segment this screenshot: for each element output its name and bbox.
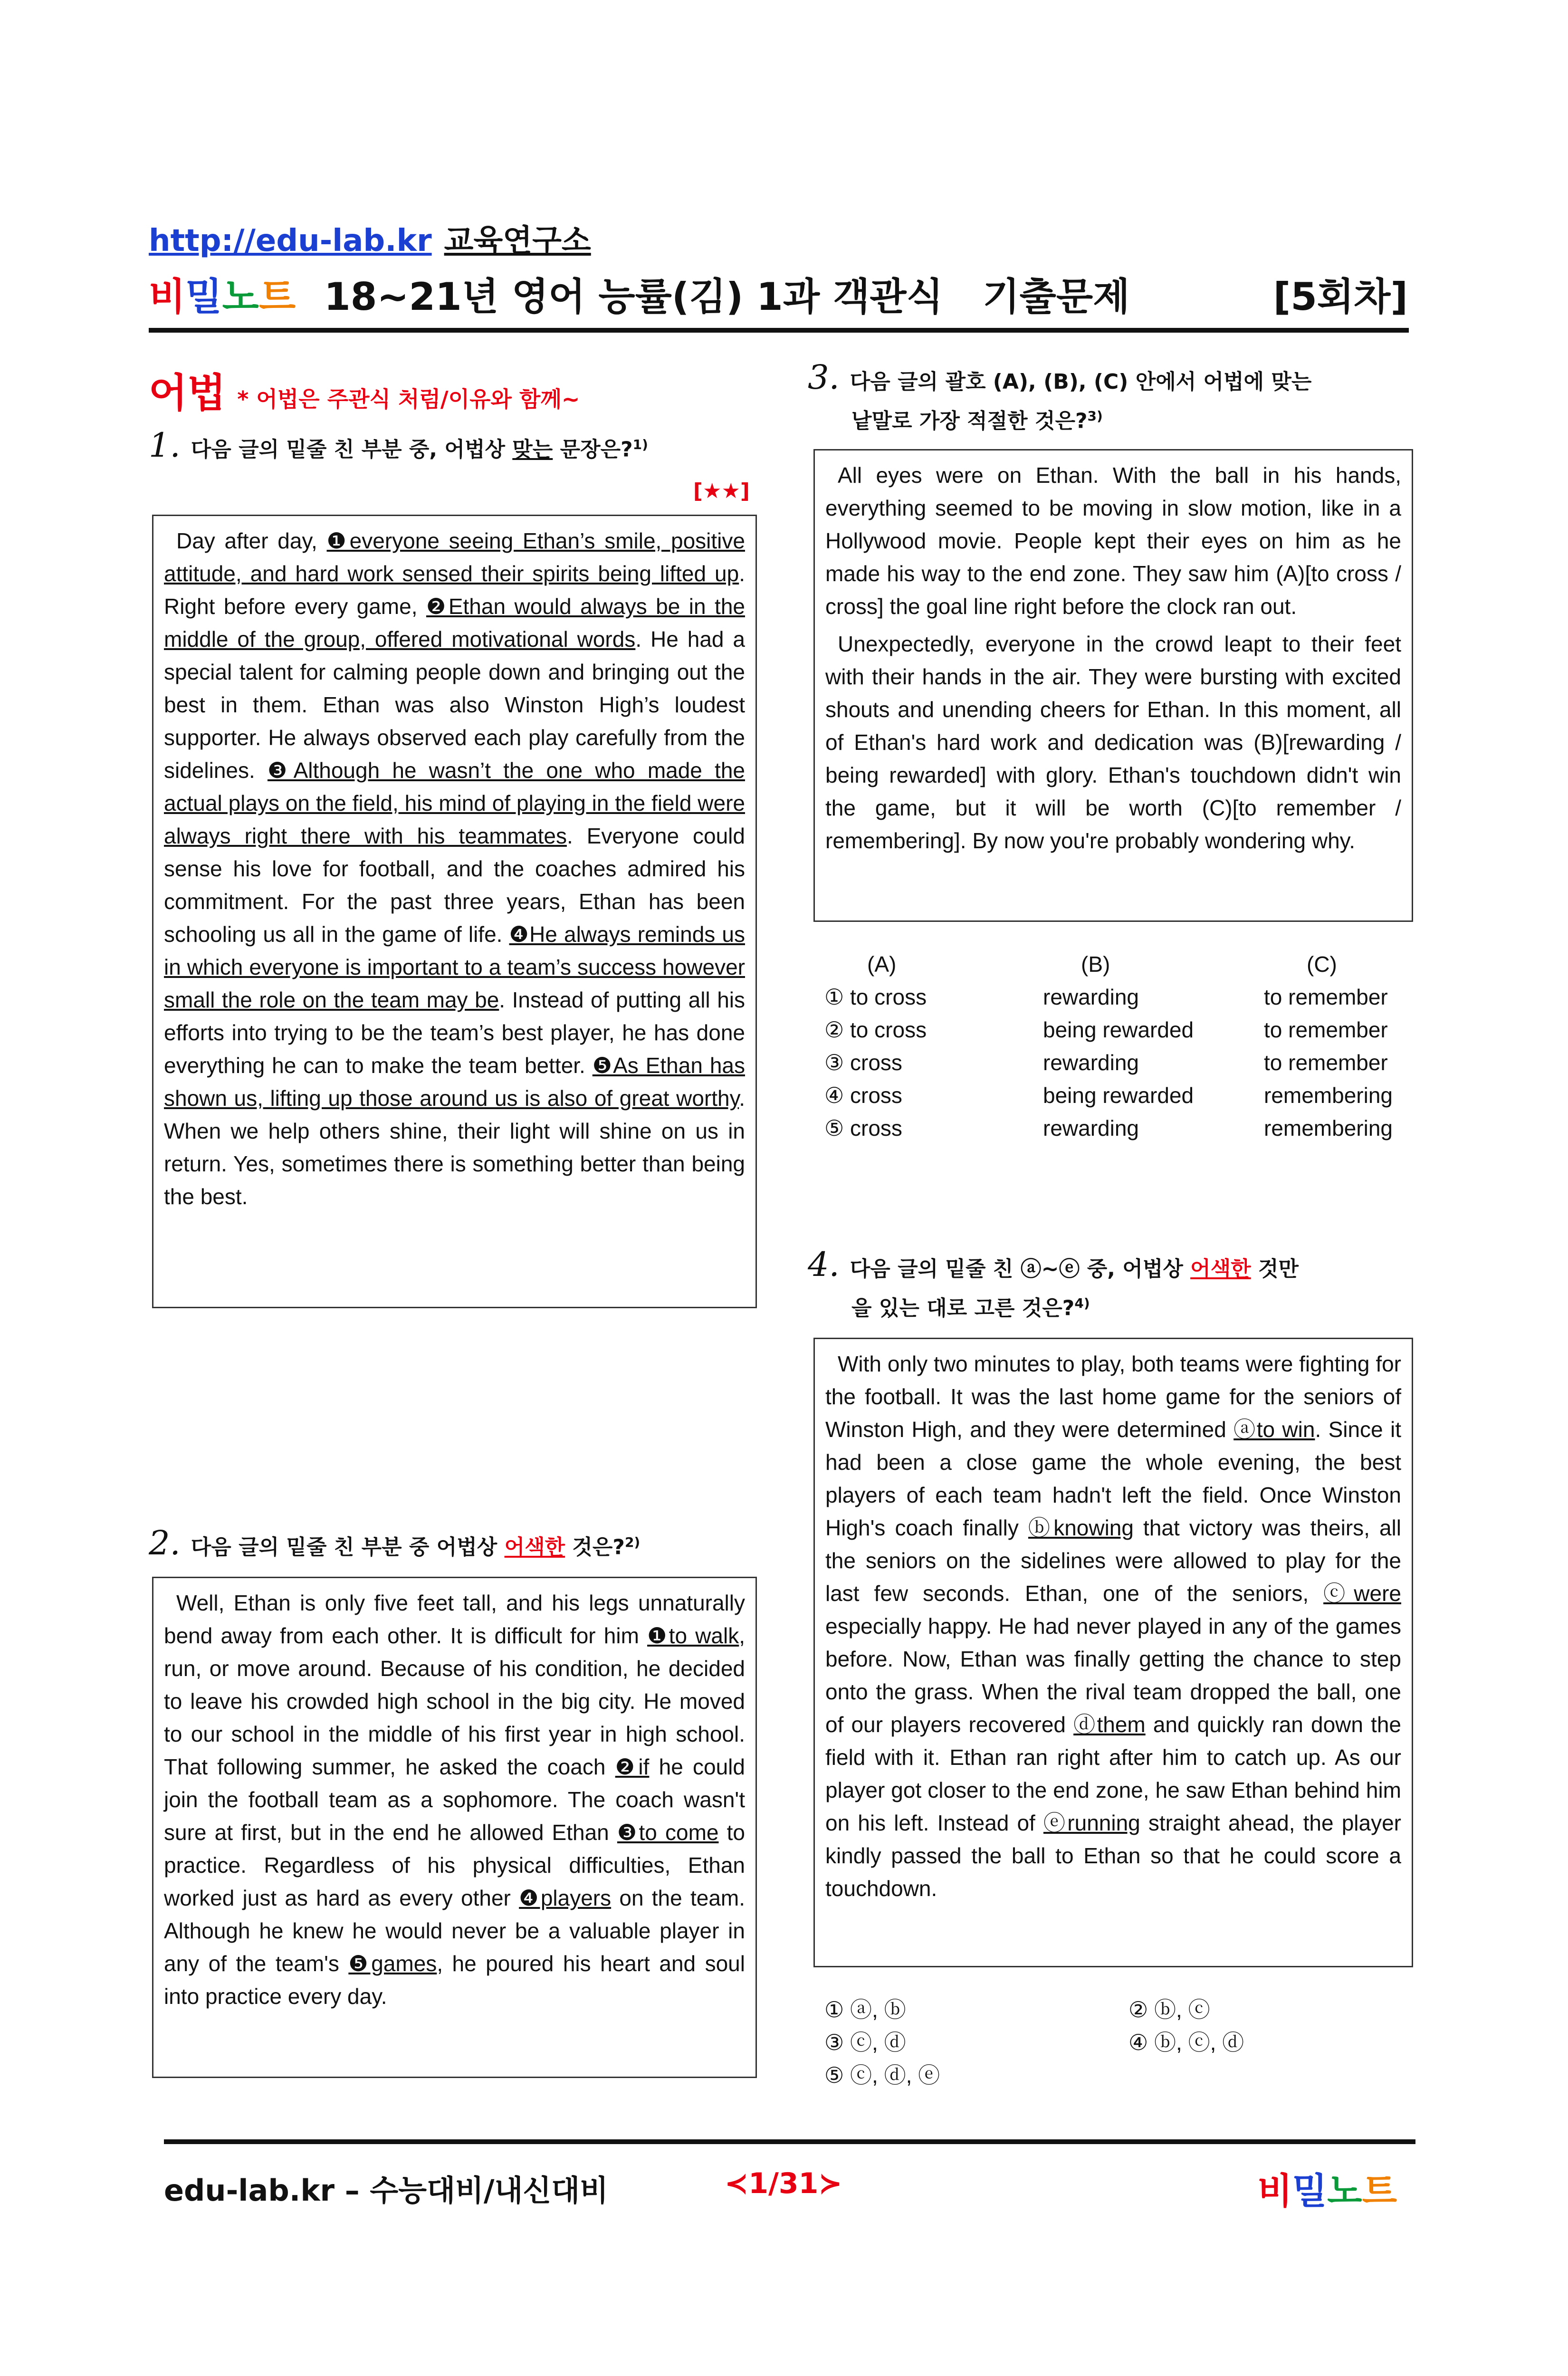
underlined-sentence-5: ❺As Ethan has shown us, lifting up those around us is also of great worthy	[164, 1053, 745, 1111]
underlined-word-4: ❹players	[519, 1886, 612, 1910]
question-3-choices	[824, 948, 1393, 1145]
underlined-phrase-b: ⓑknowing	[1028, 1515, 1134, 1540]
difficulty-stars: [★★]	[693, 479, 750, 503]
title-subject: 18~21년 영어 능률(김) 1과 객관식 기출문제	[324, 275, 1130, 319]
underlined-word-3: ❸to come	[617, 1820, 719, 1845]
underlined-sentence-3: ❸Although he wasn’t the one who made the actual plays on the field, his mind of playing in the field were always right there with his teammates	[164, 758, 745, 848]
section-heading	[149, 361, 580, 419]
question-number: 3.	[808, 358, 840, 397]
choice-option-4[interactable]: ④ ⓑ, ⓒ, ⓓ	[1128, 2030, 1244, 2055]
question-4-choices	[824, 1993, 1433, 2092]
underlined-phrase-c: ⓒwere	[1323, 1581, 1401, 1606]
underlined-phrase-d: ⓓthem	[1073, 1712, 1146, 1737]
underlined-word-1: ❶to walk	[647, 1623, 739, 1648]
page-title	[149, 266, 1408, 321]
choice-option-3[interactable]: ③ cross rewarding to remember	[824, 1050, 1388, 1075]
question-2-passage: Well, Ethan is only five feet tall, and his legs unnaturally bend away from each other. It is difficult for him ❶to walk, run, or move around. Because of his condition, he decided to leave his crowded high school in the big city. He moved to our school in the middle of his first year in high school. That following summer, he asked the coach ❷if he could join the football team as a sophomore. The coach wasn't sure at first, but in the end he allowed Ethan ❸to come to practice. Regardless of his physical difficulties, Ethan worked just as hard as every other ❹players on the team. Although he knew he would never be a valuable player in any of the team's ❺games, he poured his heart and soul into practice every day.	[152, 1577, 757, 2078]
question-number: 2.	[149, 1523, 181, 1562]
brand-logo: 비밀노트	[149, 275, 296, 319]
underlined-word-2: ❷if	[615, 1754, 650, 1779]
underlined-word-5: ❺games	[348, 1951, 437, 1976]
underlined-sentence-4: ❹He always reminds us in which everyone is important to a team’s success however small the role on the team may be	[164, 922, 745, 1012]
question-3-passage	[813, 449, 1413, 922]
choice-option-1[interactable]: ① to cross rewarding to remember	[824, 985, 1388, 1009]
question-1-prompt: 1. 다음 글의 밑줄 친 부분 중, 어법상 맞는 문장은?$^{1)}$	[149, 425, 648, 465]
choice-option-1[interactable]: ① ⓐ, ⓑ	[824, 1997, 906, 2022]
org-name: 교육연구소	[444, 223, 591, 259]
question-4-passage: With only two minutes to play, both teams were fighting for the football. It was the last home game for the seniors of Winston High, and they were determined ⓐto win. Since it had been a close game the whole evening, the best players of each team hadn't left the field. Once Winston High's coach finally ⓑknowing that victory was theirs, all the seniors on the sidelines were allowed to play for the last few seconds. Ethan, one of the seniors, ⓒwere especially happy. He had never played in any of the games before. Now, Ethan was finally getting the chance to step onto the grass. When the rival team dropped the ball, one of our players recovered ⓓthem and quickly ran down the field with it. Ethan ran right after him to catch up. As our player got closer to the end zone, he saw Ethan behind him on his left. Instead of ⓔrunning straight ahead, the player kindly passed the ball to Ethan so that he could score a touchdown.	[813, 1338, 1413, 1967]
choice-header-row: (A) (B) (C)	[867, 952, 1337, 977]
choice-option-4[interactable]: ④ cross being rewarded remembering	[824, 1083, 1393, 1108]
header-url-line	[149, 216, 591, 260]
page-indicator: ≺1/31≻	[725, 2167, 842, 2200]
underlined-sentence-2: ❷Ethan would always be in the middle of the group, offered motivational words	[164, 594, 745, 651]
footer-divider	[164, 2139, 1415, 2144]
section-name: 어법	[149, 369, 226, 416]
question-2-prompt: 2. 다음 글의 밑줄 친 부분 중 어법상 어색한 것은?$^{2)}$	[149, 1523, 641, 1562]
underlined-sentence-1: ❶everyone seeing Ethan’s smile, positive attitude, and hard work sensed their spirits being lifted up	[164, 528, 745, 586]
question-number: 4.	[808, 1245, 840, 1284]
footer-site-label: edu-lab.kr – 수능대비/내신대비	[164, 2173, 609, 2208]
footer-brand-logo: 비밀노트	[1257, 2170, 1397, 2212]
underlined-phrase-a: ⓐto win	[1233, 1417, 1315, 1442]
choice-option-2[interactable]: ② ⓑ, ⓒ	[1128, 1997, 1210, 2022]
underlined-phrase-e: ⓔrunning	[1043, 1811, 1140, 1835]
passage-paragraph-1: All eyes were on Ethan. With the ball in his hands, everything seemed to be moving in slow motion, like in a Hollywood movie. People kept their eyes on him as he made his way to the end zone. They saw him (A)[to cross / cross] the goal line right before the clock ran out.	[825, 463, 1401, 619]
question-3-prompt: 3. 다음 글의 괄호 (A), (B), (C) 안에서 어법에 맞는 낱말로 가장 적절한 것은?$^{3)}$	[808, 358, 1312, 433]
session-label: [5회차]	[1273, 275, 1408, 319]
question-number: 1.	[149, 425, 181, 465]
passage-paragraph-2: Unexpectedly, everyone in the crowd leapt to their feet with their hands in the air. They were bursting with excited shouts and unending cheers for Ethan. In this moment, all of Ethan's hard work and dedication was (B)[rewarding / being rewarded] with glory. Ethan's touchdown didn't win the game, but it will be worth (C)[to remember / remembering]. By now you're probably wondering why.	[825, 632, 1401, 853]
question-4-prompt: 4. 다음 글의 밑줄 친 ⓐ~ⓔ 중, 어법상 어색한 것만 을 있는 대로 고른 것은?$^{4)}$	[808, 1245, 1299, 1321]
choice-option-5[interactable]: ⑤ cross rewarding remembering	[824, 1116, 1393, 1140]
question-1-passage: Day after day, ❶everyone seeing Ethan’s smile, positive attitude, and hard work sensed their spirits being lifted up. Right before every game, ❷Ethan would always be in the middle of the group, offered motivational words. He had a special talent for calming people down and bringing out the best in them. Ethan was also Winston High’s loudest supporter. He always observed each play carefully from the sidelines. ❸Although he wasn’t the one who made the actual plays on the field, his mind of playing in the field were always right there with his teammates. Everyone could sense his love for football, and the coaches admired his commitment. For the past three years, Ethan has been schooling us all in the game of life. ❹He always reminds us in which everyone is important to a team’s success however small the role on the team may be. Instead of putting all his efforts into trying to be the team’s best player, he has done everything he can to make the team better. ❺As Ethan has shown us, lifting up those around us is also of great worthy. When we help others shine, their light will shine on us in return. Yes, sometimes there is something better than being the best.	[152, 515, 757, 1308]
site-link[interactable]: http://edu-lab.kr	[149, 223, 432, 259]
choice-option-3[interactable]: ③ ⓒ, ⓓ	[824, 2030, 906, 2055]
header-divider	[149, 328, 1409, 333]
section-note: * 어법은 주관식 처럼/이유와 함께~	[237, 386, 580, 412]
choice-option-2[interactable]: ② to cross being rewarded to remember	[824, 1017, 1388, 1042]
choice-option-5[interactable]: ⑤ ⓒ, ⓓ, ⓔ	[824, 2063, 940, 2088]
